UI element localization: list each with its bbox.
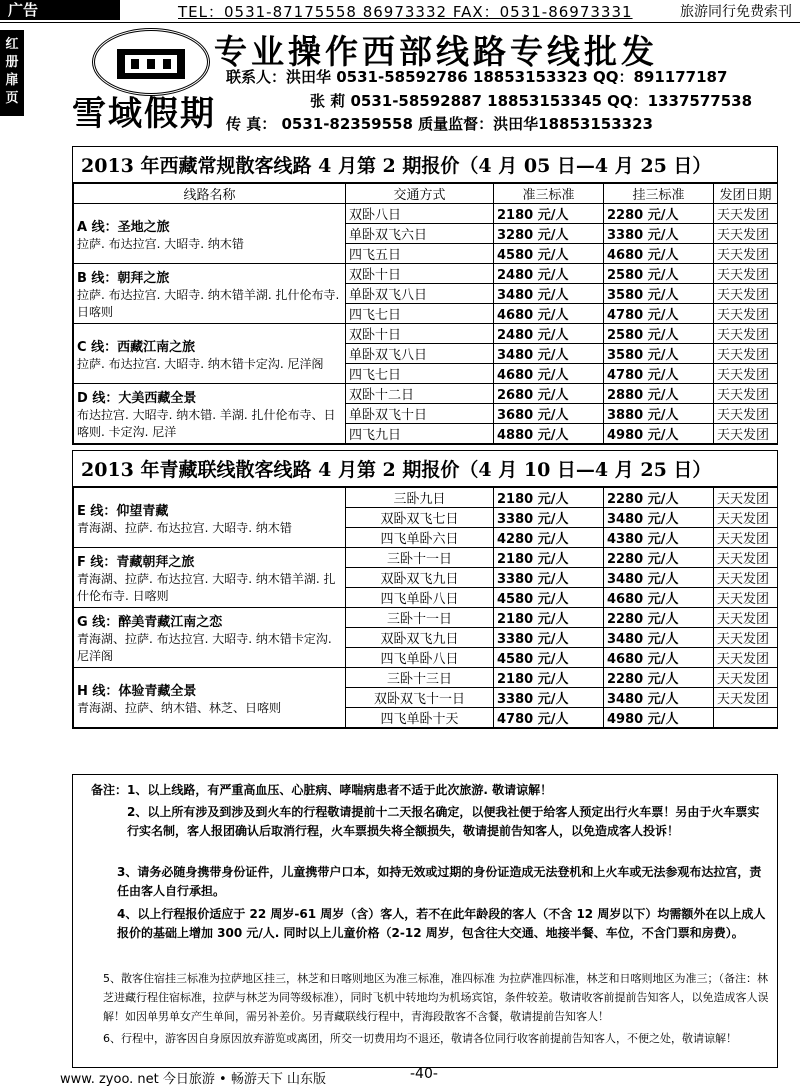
tibet-title: 2013 年西藏常规散客线路 4 月第 2 期报价（4 月 05 日—4 月 25 日）: [73, 147, 777, 183]
top-bar: [0, 0, 800, 23]
note-6: 6、行程中，游客因自身原因放弃游览或离团，所交一切费用均不退还，敬请各位同行收客前提前告知客人，不便之处，敬请谅解！: [103, 1032, 737, 1045]
note-3: 3、请务必随身携带身份证件，儿童携带户口本，如持无效或过期的身份证造成无法登机和上火车或无法参观布达拉宫，责任由客人自行承担。: [117, 865, 762, 898]
table-row: E 线：仰望青藏 青海湖、拉萨. 布达拉宫. 大昭寺. 纳木错 三卧九日 2180 元/人 2280 元/人 天天发团: [74, 488, 778, 508]
route-cell: G 线：醉美青藏江南之恋 青海湖、拉萨. 布达拉宫. 大昭寺. 纳木错卡定沟. 尼洋阁: [74, 608, 346, 668]
page-number: -40-: [410, 1066, 438, 1082]
table-row: 单卧双飞八日 3480 元/人 3580 元/人 天天发团: [74, 284, 778, 304]
table-row: 四飞七日 4680 元/人 4780 元/人 天天发团: [74, 364, 778, 384]
notes-box: [72, 774, 778, 1068]
footer-site: www. zyoo. net 今日旅游 • 畅游天下 山东版: [60, 1072, 326, 1087]
route-cell: B 线：朝拜之旅 拉萨. 布达拉宫. 大昭寺. 纳木错羊湖. 扎什伦布寺. 日喀则: [74, 264, 346, 324]
note-2: 2、以上所有涉及到涉及到火车的行程敬请提前十二天报名确定，以便我社便于给客人预定出行火车票！另由于火车票实行实名制，客人报团确认后取消行程，火车票损失将全额损失，敬请提前告知客人，以免造成客人投诉！: [127, 805, 760, 838]
route-cell: F 线：青藏朝拜之旅 青海湖、拉萨. 布达拉宫. 大昭寺. 纳木错羊湖. 扎什伦布寺. 日喀则: [74, 548, 346, 608]
table-row: 双卧双飞十一日 3380 元/人 3480 元/人 天天发团: [74, 688, 778, 708]
qinghai-title: 2013 年青藏联线散客线路 4 月第 2 期报价（4 月 10 日—4 月 25 日）: [73, 451, 777, 487]
note-5: 5、散客住宿挂三标准为拉萨地区挂三，林芝和日喀则地区为准三标准，准四标准 为拉萨准四标准，林芝和日喀则地区为准三；（备注：林芝进藏行程住宿标准，拉萨与林芝为同等级标准），同时飞机中转地均为机场宾馆，条件较差。敬请收客前提前告知客人，以免造成客人误解！如因单男单女产生单间，需另补差价。另青藏联线行程中，青海段散客不含餐，敬请提前告知客人！: [103, 972, 769, 1023]
brand-headline: 专业操作西部线路专线批发: [214, 32, 658, 71]
tibet-price-section: [72, 146, 778, 445]
table-row: F 线：青藏朝拜之旅 青海湖、拉萨. 布达拉宫. 大昭寺. 纳木错羊湖. 扎什伦布寺. 日喀则 三卧十一日 2180 元/人 2280 元/人 天天发团: [74, 548, 778, 568]
route-cell: D 线：大美西藏全景 布达拉宫. 大昭寺. 纳木错. 羊湖. 扎什伦布寺、日喀则. 卡定沟. 尼洋: [74, 384, 346, 444]
header-right-text: 旅游同行免费索刊: [680, 4, 792, 20]
contact-line-3: 传 真： 0531-82359558 质量监督：洪田华18853153323: [226, 115, 653, 133]
route-cell: A 线：圣地之旅 拉萨. 布达拉宫. 大昭寺. 纳木错: [74, 204, 346, 264]
table-row: 四飞单卧十天 4780 元/人 4980 元/人: [74, 708, 778, 728]
table-row: D 线：大美西藏全景 布达拉宫. 大昭寺. 纳木错. 羊湖. 扎什伦布寺、日喀则. 卡定沟. 尼洋 双卧十二日 2680 元/人 2880 元/人 天天发团: [74, 384, 778, 404]
table-row: 单卧双飞六日 3280 元/人 3380 元/人 天天发团: [74, 224, 778, 244]
table-row: 单卧双飞十日 3680 元/人 3880 元/人 天天发团: [74, 404, 778, 424]
note-4: 4、以上行程报价适应于 22 周岁-61 周岁（含）客人，若不在此年龄段的客人（不含 12 周岁以下）均需额外在以上成人报价的基础上增加 300 元/人. 同时以上儿童价格（2-12 周岁，包含往大交通、地接半餐、车位，不含门票和房费）。: [117, 907, 766, 940]
route-cell: H 线：体验青藏全景 青海湖、拉萨、纳木错、林芝、日喀则: [74, 668, 346, 728]
note-1: 备注：1、以上线路，有严重高血压、心脏病、哮喘病患者不适于此次旅游. 敬请谅解！: [91, 783, 553, 797]
tibet-table: [73, 183, 778, 444]
table-row: 双卧双飞九日 3380 元/人 3480 元/人 天天发团: [74, 628, 778, 648]
contact-line-1: 联系人：洪田华 0531-58592786 18853153323 QQ：891177187: [226, 68, 728, 86]
table-header-row: 线路名称 交通方式 准三标准 挂三标准 发团日期: [74, 184, 778, 204]
table-row: 四飞单卧八日 4580 元/人 4680 元/人 天天发团: [74, 588, 778, 608]
table-row: 双卧双飞九日 3380 元/人 3480 元/人 天天发团: [74, 568, 778, 588]
table-row: A 线：圣地之旅 拉萨. 布达拉宫. 大昭寺. 纳木错 双卧八日 2180 元/人 2280 元/人 天天发团: [74, 204, 778, 224]
table-row: G 线：醉美青藏江南之恋 青海湖、拉萨. 布达拉宫. 大昭寺. 纳木错卡定沟. 尼洋阁 三卧十一日 2180 元/人 2280 元/人 天天发团: [74, 608, 778, 628]
header-contact: TEL：0531-87175558 86973332 FAX：0531-86973331: [178, 3, 633, 21]
route-cell: E 线：仰望青藏 青海湖、拉萨. 布达拉宫. 大昭寺. 纳木错: [74, 488, 346, 548]
table-row: 四飞五日 4580 元/人 4680 元/人 天天发团: [74, 244, 778, 264]
table-row: 双卧双飞七日 3380 元/人 3480 元/人 天天发团: [74, 508, 778, 528]
qinghai-table: [73, 487, 778, 728]
table-row: C 线：西藏江南之旅 拉萨. 布达拉宫. 大昭寺. 纳木错卡定沟. 尼洋阁 双卧十日 2480 元/人 2580 元/人 天天发团: [74, 324, 778, 344]
ad-label: 广告: [0, 0, 120, 20]
table-row: 四飞七日 4680 元/人 4780 元/人 天天发团: [74, 304, 778, 324]
table-row: 四飞单卧八日 4580 元/人 4680 元/人 天天发团: [74, 648, 778, 668]
contact-line-2: 张 莉 0531-58592887 18853153345 QQ：1337577538: [310, 92, 753, 110]
table-row: 四飞九日 4880 元/人 4980 元/人 天天发团: [74, 424, 778, 444]
brand-name: 雪域假期: [72, 94, 216, 134]
route-cell: C 线：西藏江南之旅 拉萨. 布达拉宫. 大昭寺. 纳木错卡定沟. 尼洋阁: [74, 324, 346, 384]
table-row: H 线：体验青藏全景 青海湖、拉萨、纳木错、林芝、日喀则 三卧十三日 2180 元/人 2280 元/人 天天发团: [74, 668, 778, 688]
qinghai-price-section: [72, 450, 778, 729]
table-row: 四飞单卧六日 4280 元/人 4380 元/人 天天发团: [74, 528, 778, 548]
table-row: 单卧双飞八日 3480 元/人 3580 元/人 天天发团: [74, 344, 778, 364]
table-row: B 线：朝拜之旅 拉萨. 布达拉宫. 大昭寺. 纳木错羊湖. 扎什伦布寺. 日喀则 双卧十日 2480 元/人 2580 元/人 天天发团: [74, 264, 778, 284]
side-tab: 红 册 扉 页: [0, 30, 24, 116]
